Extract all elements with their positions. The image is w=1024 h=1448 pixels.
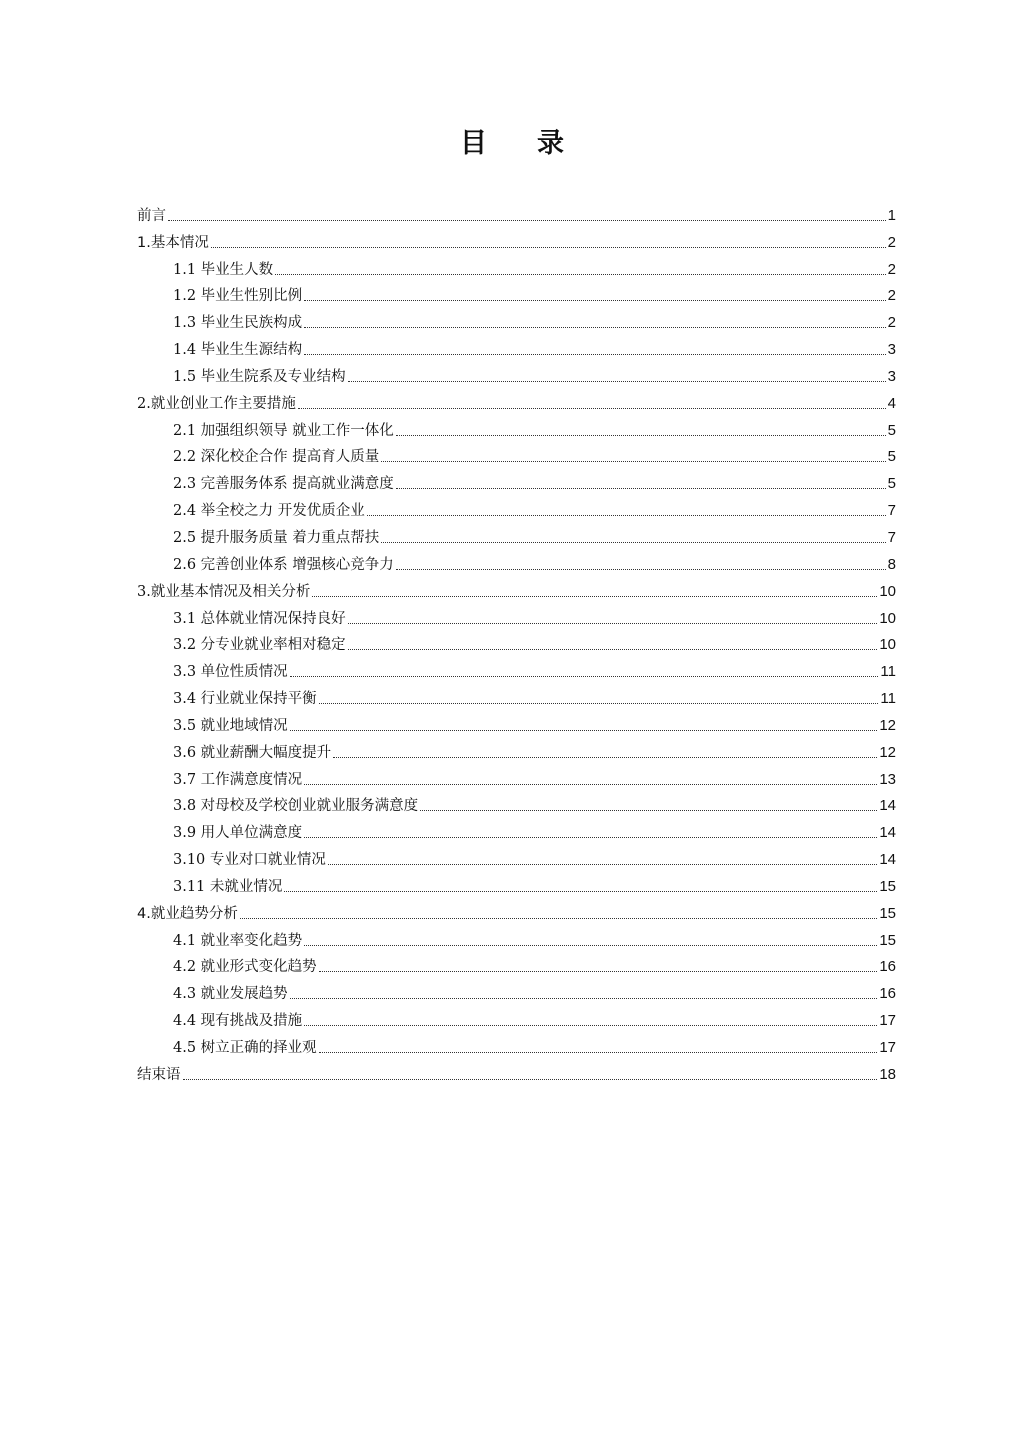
toc-entry-page-number: 2 bbox=[887, 314, 896, 332]
toc-entry-page-number: 15 bbox=[879, 931, 896, 949]
toc-entry-label: 前言 bbox=[137, 207, 166, 224]
toc-dot-leader bbox=[396, 435, 886, 436]
toc-entry-label: 3.8 对母校及学校创业就业服务满意度 bbox=[173, 798, 419, 815]
toc-entry-page-number: 12 bbox=[879, 743, 896, 761]
table-of-contents bbox=[137, 199, 896, 1085]
toc-entry-page-number: 10 bbox=[879, 636, 896, 654]
toc-entry-label: 4.1 就业率变化趋势 bbox=[173, 932, 303, 949]
toc-entry-page-number: 5 bbox=[887, 448, 896, 466]
toc-entry[interactable] bbox=[137, 333, 896, 360]
toc-entry[interactable] bbox=[137, 467, 896, 494]
toc-entry-label: 2.6 完善创业体系 增强核心竞争力 bbox=[173, 556, 394, 573]
toc-entry[interactable] bbox=[137, 790, 896, 817]
toc-entry-label: 3.3 单位性质情况 bbox=[173, 664, 288, 681]
toc-dot-leader bbox=[290, 730, 878, 731]
toc-entry-page-number: 7 bbox=[887, 502, 896, 520]
toc-entry[interactable] bbox=[137, 494, 896, 521]
toc-entry-label: 1.4 毕业生生源结构 bbox=[173, 342, 303, 359]
toc-entry-page-number: 3 bbox=[887, 341, 896, 359]
page-title bbox=[0, 124, 1024, 164]
toc-dot-leader bbox=[319, 1052, 878, 1053]
toc-entry[interactable] bbox=[137, 977, 896, 1004]
toc-dot-leader bbox=[304, 300, 885, 301]
toc-entry-label: 3.11 未就业情况 bbox=[173, 878, 283, 895]
toc-entry-label: 2.5 提升服务质量 着力重点帮扶 bbox=[173, 529, 380, 546]
toc-entry[interactable] bbox=[137, 655, 896, 682]
toc-entry[interactable] bbox=[137, 843, 896, 870]
toc-dot-leader bbox=[396, 488, 886, 489]
toc-entry-label: 3.7 工作满意度情况 bbox=[173, 771, 303, 788]
toc-entry-label: 4.3 就业发展趋势 bbox=[173, 986, 288, 1003]
toc-entry[interactable] bbox=[137, 602, 896, 629]
toc-dot-leader bbox=[348, 649, 878, 650]
toc-entry-page-number: 17 bbox=[879, 1012, 896, 1030]
toc-entry-label: 1.2 毕业生性别比例 bbox=[173, 288, 303, 305]
toc-dot-leader bbox=[168, 220, 886, 221]
toc-dot-leader bbox=[367, 515, 886, 516]
toc-entry[interactable] bbox=[137, 1058, 896, 1085]
toc-dot-leader bbox=[304, 784, 877, 785]
toc-entry-page-number: 2 bbox=[887, 287, 896, 305]
toc-entry-label: 1.5 毕业生院系及专业结构 bbox=[173, 368, 346, 385]
toc-entry[interactable] bbox=[137, 548, 896, 575]
toc-dot-leader bbox=[381, 542, 885, 543]
toc-dot-leader bbox=[319, 971, 878, 972]
title-char-2: 录 bbox=[537, 128, 564, 159]
toc-entry[interactable] bbox=[137, 253, 896, 280]
toc-entry[interactable] bbox=[137, 951, 896, 978]
toc-dot-leader bbox=[312, 596, 877, 597]
toc-entry-page-number: 3 bbox=[887, 367, 896, 385]
toc-entry-page-number: 1 bbox=[887, 206, 896, 224]
toc-entry-page-number: 15 bbox=[879, 877, 896, 895]
toc-entry-label: 3.10 专业对口就业情况 bbox=[173, 852, 326, 869]
toc-entry[interactable] bbox=[137, 763, 896, 790]
toc-entry-label: 2.3 完善服务体系 提高就业满意度 bbox=[173, 476, 394, 493]
toc-entry[interactable] bbox=[137, 816, 896, 843]
toc-entry-page-number: 17 bbox=[879, 1039, 896, 1056]
toc-entry-page-number: 5 bbox=[887, 475, 896, 493]
toc-entry-page-number: 2 bbox=[887, 260, 896, 278]
toc-dot-leader bbox=[348, 623, 878, 624]
toc-entry-label: 3.2 分专业就业率相对稳定 bbox=[173, 637, 346, 654]
toc-dot-leader bbox=[328, 864, 877, 865]
toc-entry-label: 3.5 就业地域情况 bbox=[173, 717, 288, 734]
toc-dot-leader bbox=[183, 1079, 878, 1080]
toc-entry-label: 1.1 毕业生人数 bbox=[173, 261, 274, 278]
toc-entry[interactable] bbox=[137, 736, 896, 763]
toc-dot-leader bbox=[348, 381, 886, 382]
toc-entry-page-number: 16 bbox=[879, 958, 896, 976]
toc-entry-page-number: 5 bbox=[887, 421, 896, 439]
toc-entry-page-number: 14 bbox=[879, 824, 896, 842]
toc-entry-label: 4.5 树立正确的择业观 bbox=[173, 1040, 317, 1056]
toc-entry[interactable] bbox=[137, 199, 896, 226]
toc-entry-label: 4.2 就业形式变化趋势 bbox=[173, 959, 317, 976]
toc-entry-page-number: 14 bbox=[879, 851, 896, 869]
toc-entry-page-number: 2 bbox=[887, 233, 896, 251]
toc-entry[interactable] bbox=[137, 414, 896, 441]
toc-dot-leader bbox=[381, 461, 885, 462]
toc-entry[interactable] bbox=[137, 306, 896, 333]
toc-entry[interactable] bbox=[137, 629, 896, 656]
toc-dot-leader bbox=[396, 569, 886, 570]
toc-dot-leader bbox=[304, 945, 877, 946]
toc-entry-page-number: 4 bbox=[887, 394, 896, 412]
toc-entry-page-number: 16 bbox=[879, 985, 896, 1003]
toc-entry-page-number: 13 bbox=[879, 770, 896, 788]
toc-entry-label: 2.就业创业工作主要措施 bbox=[137, 395, 296, 412]
toc-entry-label: 2.1 加强组织领导 就业工作一体化 bbox=[173, 422, 394, 439]
toc-entry-label: 1.基本情况 bbox=[137, 234, 209, 251]
toc-entry-label: 3.9 用人单位满意度 bbox=[173, 825, 303, 842]
toc-dot-leader bbox=[319, 703, 879, 704]
toc-entry-page-number: 7 bbox=[887, 528, 896, 546]
toc-entry[interactable] bbox=[137, 226, 896, 253]
toc-entry-label: 3.4 行业就业保持平衡 bbox=[173, 691, 317, 708]
toc-dot-leader bbox=[298, 408, 886, 409]
toc-entry[interactable] bbox=[137, 870, 896, 897]
toc-entry[interactable] bbox=[137, 924, 896, 951]
toc-dot-leader bbox=[240, 918, 877, 919]
toc-dot-leader bbox=[290, 676, 879, 677]
toc-dot-leader bbox=[284, 891, 877, 892]
toc-entry-label: 4.就业趋势分析 bbox=[137, 905, 238, 922]
toc-entry-page-number: 8 bbox=[887, 555, 896, 573]
toc-entry[interactable] bbox=[137, 280, 896, 307]
toc-entry-page-number: 10 bbox=[879, 582, 896, 600]
toc-entry-page-number: 18 bbox=[879, 1065, 896, 1083]
toc-dot-leader bbox=[275, 274, 885, 275]
toc-entry-page-number: 11 bbox=[880, 663, 896, 681]
toc-entry-label: 3.6 就业薪酬大幅度提升 bbox=[173, 744, 332, 761]
toc-entry[interactable] bbox=[137, 441, 896, 468]
toc-entry[interactable] bbox=[137, 1004, 896, 1031]
toc-entry-page-number: 10 bbox=[879, 609, 896, 627]
toc-entry[interactable] bbox=[137, 682, 896, 709]
toc-entry-label: 结束语 bbox=[137, 1066, 181, 1083]
title-char-1: 目 bbox=[460, 128, 487, 159]
toc-entry-label: 3.1 总体就业情况保持良好 bbox=[173, 610, 346, 627]
toc-dot-leader bbox=[304, 837, 877, 838]
toc-dot-leader bbox=[304, 1025, 877, 1026]
toc-entry[interactable] bbox=[137, 521, 896, 548]
toc-entry[interactable] bbox=[137, 387, 896, 414]
toc-dot-leader bbox=[420, 810, 877, 811]
toc-dot-leader bbox=[211, 247, 886, 248]
toc-entry[interactable] bbox=[137, 575, 896, 602]
toc-entry[interactable] bbox=[137, 709, 896, 736]
toc-dot-leader bbox=[290, 998, 878, 999]
toc-entry[interactable] bbox=[137, 360, 896, 387]
toc-entry-label: 2.4 举全校之力 开发优质企业 bbox=[173, 503, 365, 520]
toc-entry-page-number: 14 bbox=[879, 797, 896, 815]
toc-dot-leader bbox=[333, 757, 877, 758]
toc-entry-label: 3.就业基本情况及相关分析 bbox=[137, 583, 311, 600]
toc-dot-leader bbox=[304, 354, 885, 355]
toc-entry-label: 1.3 毕业生民族构成 bbox=[173, 315, 303, 332]
toc-entry[interactable] bbox=[137, 1031, 896, 1058]
toc-entry-page-number: 11 bbox=[880, 690, 896, 708]
toc-entry-label: 4.4 现有挑战及措施 bbox=[173, 1013, 303, 1030]
toc-entry-label: 2.2 深化校企合作 提高育人质量 bbox=[173, 449, 380, 466]
toc-entry-page-number: 15 bbox=[879, 904, 896, 922]
toc-dot-leader bbox=[304, 327, 885, 328]
toc-entry[interactable] bbox=[137, 897, 896, 924]
toc-entry-page-number: 12 bbox=[879, 716, 896, 734]
